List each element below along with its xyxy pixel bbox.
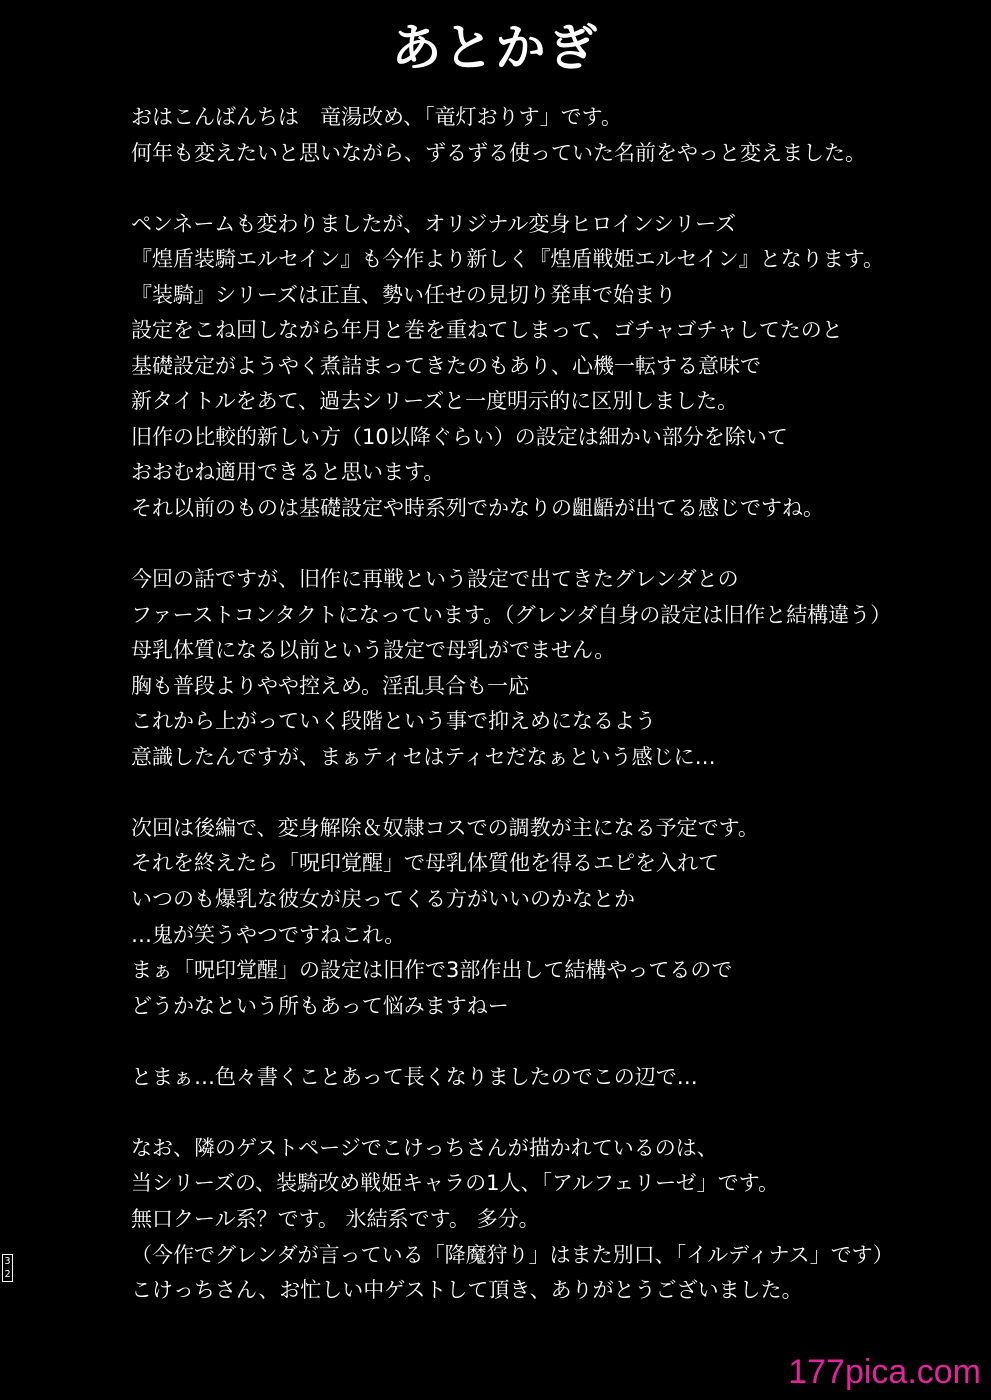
text-line: 設定をこね回しながら年月と巻を重ねてしまって、ゴチャゴチャしてたのと (131, 318, 843, 343)
text-line: 当シリーズの、装騎改め戦姫キャラの1人、「アルフェリーゼ」です。 (131, 1171, 779, 1196)
page-number (2, 1254, 13, 1282)
text-line: 新タイトルをあて、過去シリーズと一度明示的に区別しました。 (131, 389, 739, 414)
text-line: 意識したんですが、まぁティセはティセだなぁという感じに… (131, 744, 716, 769)
text-line: 胸も普段よりやや控えめ。淫乱具合も一応 (131, 673, 530, 698)
text-line: まぁ「呪印覚醒」の設定は旧作で3部作出して結構やってるので (131, 958, 733, 983)
text-line: 何年も変えたいと思いながら、ずるずる使っていた名前をやっと変えました。 (131, 140, 866, 165)
text-line: どうかなという所もあって悩みますねー (131, 993, 509, 1018)
text-line: これから上がっていく段階という事で抑えめになるよう (131, 709, 656, 734)
text-line: こけっちさん、お忙しい中ゲストして頂き、ありがとうございました。 (131, 1278, 803, 1303)
page-number-text: 3 2 (4, 1256, 11, 1280)
text-line: それ以前のものは基礎設定や時系列でかなりの齟齬が出てる感じですね。 (131, 496, 824, 521)
text-line: ペンネームも変わりましたが、オリジナル変身ヒロインシリーズ (131, 211, 737, 236)
text-line (131, 775, 961, 811)
text-line (131, 1024, 961, 1060)
text-line: 『装騎』シリーズは正直、勢い任せの見切り発車で始まり (131, 282, 676, 307)
text-line: いつのも爆乳な彼女が戻ってくる方がいいのかなとか (131, 887, 635, 912)
text-line: なお、隣のゲストページでこけっちさんが描かれているのは、 (131, 1135, 718, 1160)
text-line: ファーストコンタクトになっています。（グレンダ自身の設定は旧作と結構違う） (131, 602, 892, 627)
text-line: それを終えたら「呪印覚醒」で母乳体質他を得るエピを入れて (131, 851, 719, 876)
text-line: 今回の話ですが、旧作に再戦という設定で出てきたグレンダとの (131, 567, 739, 592)
text-line: 次回は後編で、変身解除＆奴隷コスでの調教が主になる予定です。 (131, 815, 759, 840)
text-line: （今作でグレンダが言っている「降魔狩り」はまた別口、「イルディナス」です） (131, 1242, 894, 1267)
text-line: 旧作の比較的新しい方（10以降ぐらい）の設定は細かい部分を除いて (131, 424, 788, 449)
text-line: おはこんばんちは 竜湯改め、「竜灯おりす」です。 (131, 105, 622, 129)
text-line: 無口クール系？です。 氷結系です。 多分。 (131, 1206, 540, 1231)
text-line: とまぁ…色々書くことあって長くなりましたのでこの辺で… (131, 1064, 698, 1089)
text-line: …鬼が笑うやつですねこれ。 (131, 922, 406, 947)
text-line (131, 171, 961, 207)
site-watermark: 177pica.com (788, 1353, 981, 1391)
text-line: 基礎設定がようやく煮詰まってきたのもあり、心機一転する意味で (131, 353, 761, 378)
text-line (131, 527, 961, 563)
text-line (131, 1095, 961, 1131)
page-title: あとかぎ (391, 19, 600, 77)
afterword-body (131, 100, 961, 1309)
text-line: 母乳体質になる以前という設定で母乳がでません。 (131, 638, 616, 663)
text-line: 『煌盾装騎エルセイン』も今作より新しく『煌盾戦姫エルセイン』となります。 (131, 247, 885, 272)
text-line: おおむね適用できると思います。 (131, 460, 445, 485)
